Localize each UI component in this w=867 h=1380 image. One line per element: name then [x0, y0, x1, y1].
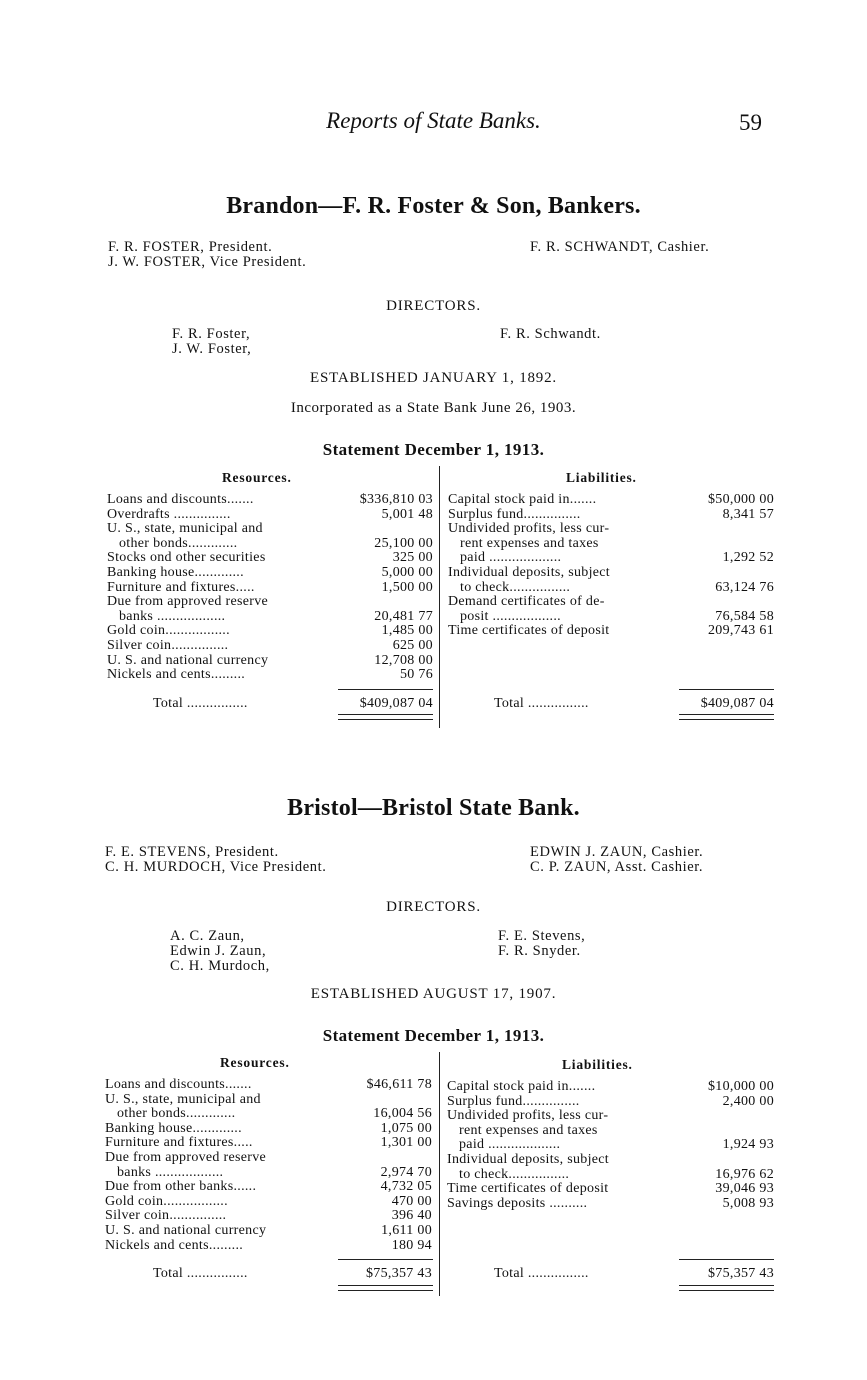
officer-president: F. E. STEVENS, President.: [105, 844, 279, 860]
list-item: Overdrafts ............... 5,001 48: [107, 506, 433, 522]
list-item: Banking house............. 5,000 00: [107, 564, 433, 580]
list-item: Individual deposits, subject: [448, 564, 610, 580]
list-item: Nickels and cents......... 50 76: [107, 667, 433, 683]
director-name: C. H. Murdoch,: [170, 958, 270, 974]
page-number: 59: [739, 110, 762, 135]
list-item: U. S. and national currency 1,611 00: [105, 1222, 432, 1238]
column-divider: [439, 1052, 440, 1296]
subtotal-rule: [338, 1259, 433, 1260]
total-liabilities: $409,087 04: [700, 696, 774, 711]
total-liabilities: $75,357 43: [708, 1266, 774, 1281]
list-item: Due from approved reserve: [105, 1149, 267, 1165]
list-item: Due from approved reserve: [107, 594, 269, 610]
liabilities-heading: Liabilities.: [562, 1057, 633, 1072]
list-item: paid ................... 1,924 93: [459, 1137, 774, 1153]
total-double-rule: [338, 1285, 433, 1291]
established-line: ESTABLISHED JANUARY 1, 1892.: [310, 370, 557, 386]
list-item: Silver coin............... 396 40: [105, 1208, 432, 1224]
list-item: posit .................. 76,584 58: [460, 608, 774, 624]
established-line: ESTABLISHED AUGUST 17, 1907.: [310, 986, 557, 1002]
list-item: to check................ 63,124 76: [460, 579, 774, 595]
list-item: Undivided profits, less cur-: [447, 1108, 609, 1124]
liabilities-list: [448, 493, 774, 639]
incorporated-line: Incorporated as a State Bank June 26, 1903.: [290, 400, 577, 416]
total-double-rule: [679, 714, 774, 720]
director-name: J. W. Foster,: [172, 341, 252, 357]
list-item: Individual deposits, subject: [447, 1151, 609, 1167]
director-name: F. R. Schwandt.: [500, 326, 601, 342]
liabilities-list: [447, 1080, 774, 1211]
subtotal-rule: [338, 689, 433, 690]
resources-heading: Resources.: [222, 470, 292, 485]
director-name: F. R. Foster,: [172, 326, 251, 342]
total-resources: $409,087 04: [359, 696, 433, 711]
total-label: Total ................: [153, 1266, 248, 1281]
total-double-rule: [338, 714, 433, 720]
officers-left: [108, 240, 306, 270]
list-item: banks .................. 20,481 77: [119, 608, 433, 624]
list-item: U. S. and national currency 12,708 00: [107, 652, 433, 668]
officer-cashier: EDWIN J. ZAUN, Cashier.: [530, 844, 704, 860]
list-item: Nickels and cents......... 180 94: [105, 1237, 432, 1253]
officer-cashier: F. R. SCHWANDT, Cashier.: [530, 239, 710, 255]
directors-heading: DIRECTORS.: [386, 298, 481, 314]
bank-title-bristol: Bristol—Bristol State Bank.: [287, 795, 580, 821]
list-item: Undivided profits, less cur-: [448, 521, 610, 537]
list-item: rent expenses and taxes: [459, 1122, 598, 1138]
director-name: F. R. Snyder.: [498, 943, 581, 959]
total-resources: $75,357 43: [366, 1266, 432, 1281]
list-item: Demand certificates of de-: [448, 594, 605, 610]
list-item: rent expenses and taxes: [460, 535, 599, 551]
directors-left: [172, 327, 251, 357]
directors-right: [498, 929, 585, 959]
list-item: other bonds............. 16,004 56: [117, 1106, 432, 1122]
statement-title: Statement December 1, 1913.: [322, 440, 545, 459]
list-item: banks .................. 2,974 70: [117, 1164, 432, 1180]
directors-right: [500, 327, 601, 342]
list-item: to check................ 16,976 62: [459, 1166, 774, 1182]
list-item: Due from other banks...... 4,732 05: [105, 1179, 432, 1195]
list-item: Loans and discounts....... $46,611 78: [105, 1077, 432, 1092]
list-item: other bonds............. 25,100 00: [119, 535, 433, 551]
officer-president: F. R. FOSTER, President.: [108, 239, 273, 255]
running-title: Reports of State Banks.: [326, 108, 541, 133]
list-item: Time certificates of deposit 39,046 93: [447, 1181, 774, 1197]
total-label: Total ................: [494, 696, 589, 711]
officers-right: [530, 845, 703, 875]
list-item: U. S., state, municipal and: [105, 1091, 261, 1107]
resources-list: [107, 493, 433, 683]
list-item: U. S., state, municipal and: [107, 521, 263, 537]
directors-left: [170, 929, 270, 974]
officers-left: [105, 845, 326, 875]
total-double-rule: [679, 1285, 774, 1291]
list-item: Silver coin............... 625 00: [107, 637, 433, 653]
officer-vice-president: C. H. MURDOCH, Vice President.: [105, 859, 327, 875]
director-name: F. E. Stevens,: [498, 928, 586, 944]
officers-right: [530, 240, 709, 255]
list-item: Furniture and fixtures..... 1,301 00: [105, 1135, 432, 1151]
list-item: Savings deposits .......... 5,008 93: [447, 1195, 774, 1211]
directors-heading: DIRECTORS.: [386, 899, 481, 915]
list-item: Furniture and fixtures..... 1,500 00: [107, 579, 433, 595]
list-item: Banking house............. 1,075 00: [105, 1120, 432, 1136]
list-item: paid ................... 1,292 52: [460, 550, 774, 566]
list-item: Gold coin................. 470 00: [105, 1193, 432, 1209]
subtotal-rule: [679, 1259, 774, 1260]
officer-asst-cashier: C. P. ZAUN, Asst. Cashier.: [530, 859, 704, 875]
total-label: Total ................: [494, 1266, 589, 1281]
list-item: Capital stock paid in....... $50,000 00: [448, 492, 774, 507]
total-label: Total ................: [153, 696, 248, 711]
bank-title-brandon: Brandon—F. R. Foster & Son, Bankers.: [226, 193, 641, 219]
list-item: Time certificates of deposit 209,743 61: [448, 623, 774, 639]
resources-list: [105, 1078, 432, 1253]
list-item: Surplus fund............... 8,341 57: [448, 506, 774, 522]
list-item: Gold coin................. 1,485 00: [107, 623, 433, 639]
column-divider: [439, 466, 440, 728]
director-name: Edwin J. Zaun,: [170, 943, 267, 959]
list-item: Stocks ond other securities 325 00: [107, 550, 433, 566]
list-item: Loans and discounts....... $336,810 03: [107, 492, 433, 507]
director-name: A. C. Zaun,: [170, 928, 245, 944]
list-item: Capital stock paid in....... $10,000 00: [447, 1079, 774, 1094]
resources-heading: Resources.: [220, 1055, 290, 1070]
subtotal-rule: [679, 689, 774, 690]
liabilities-heading: Liabilities.: [566, 470, 637, 485]
list-item: Surplus fund............... 2,400 00: [447, 1093, 774, 1109]
statement-title: Statement December 1, 1913.: [322, 1026, 545, 1045]
officer-vice-president: J. W. FOSTER, Vice President.: [108, 254, 307, 270]
